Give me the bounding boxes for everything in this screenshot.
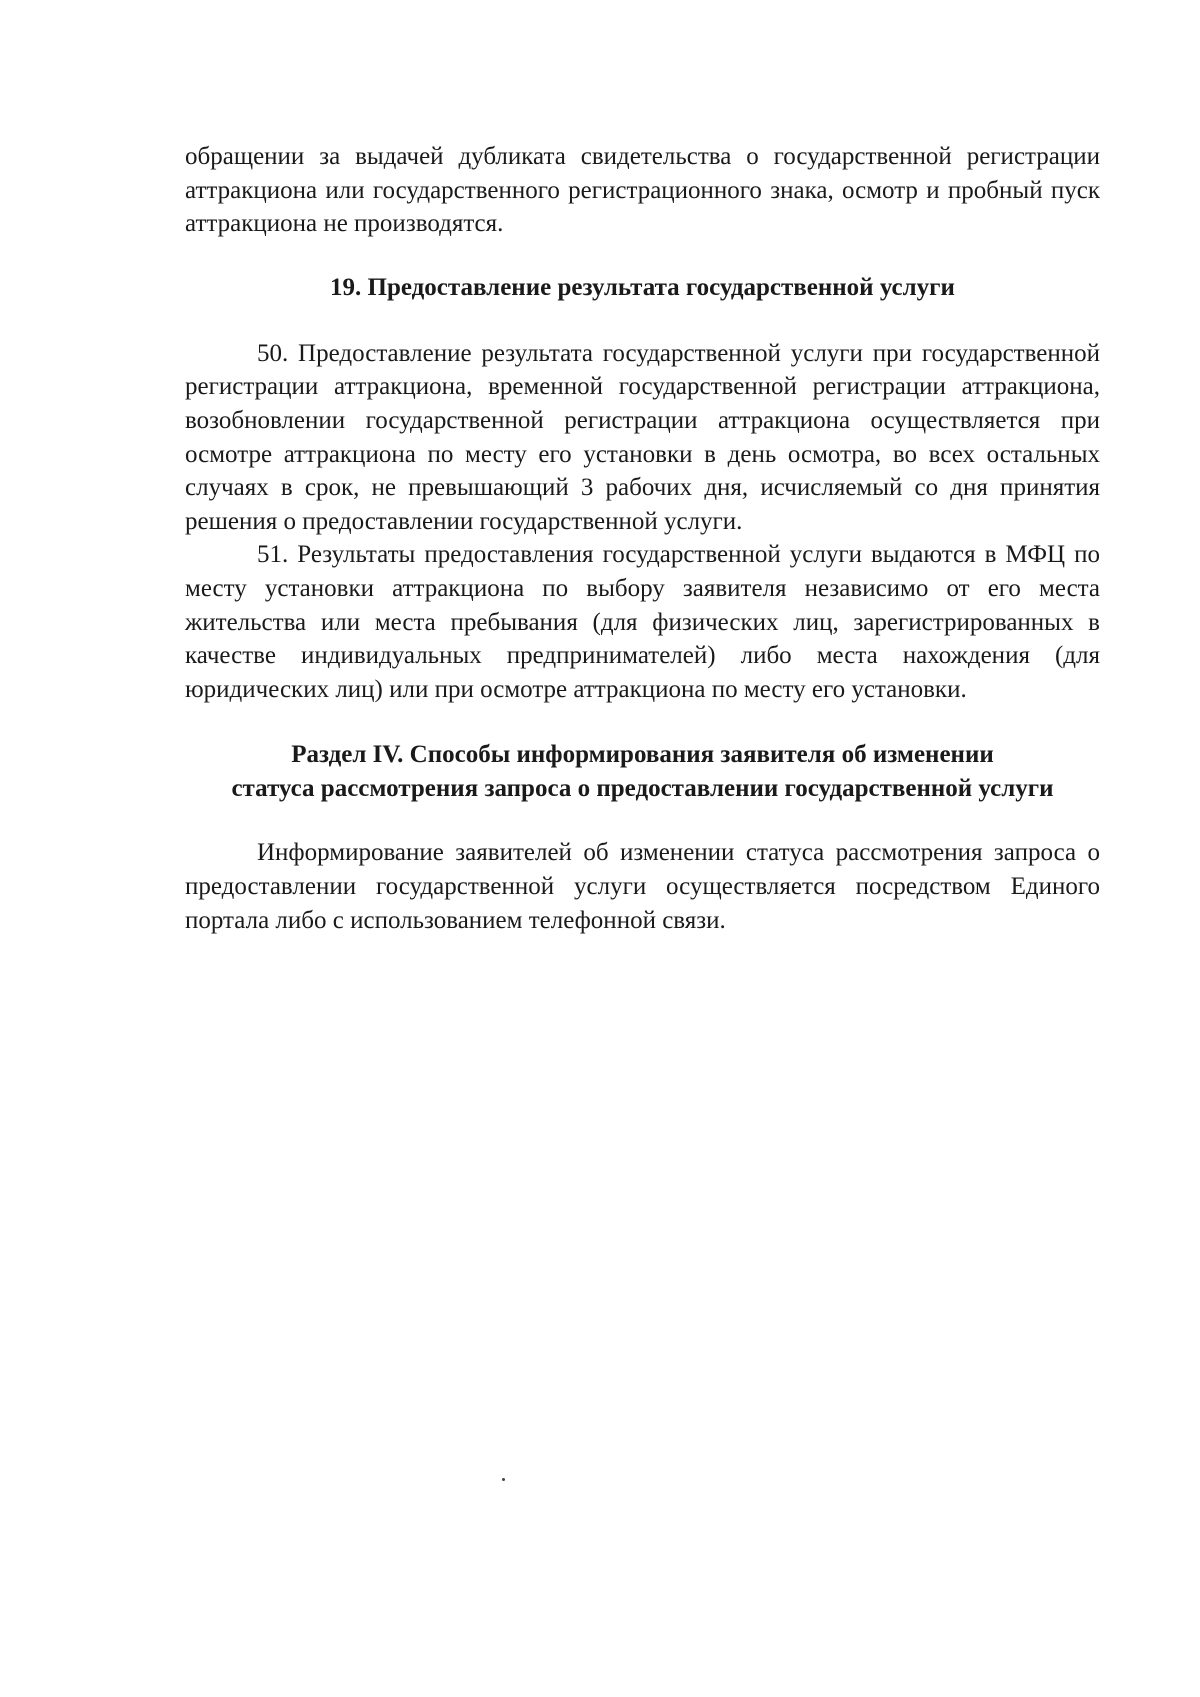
section-19-heading: 19. Предоставление результата государственной услуги (330, 273, 955, 301)
intro-paragraph: обращении за выдачей дубликата свидетельства о государственной регистрации аттракциона или государственного регистрационного знака, осмотр и пробный пуск аттракциона не производятся. (185, 143, 1100, 238)
section-iv-heading-line2: статуса рассмотрения запроса о предоставлении государственной услуги (231, 775, 1054, 803)
item-50-paragraph: 50. Предоставление результата государственной услуги при государственной регистрации аттракциона, временной государственной регистрации аттракциона, возобновлении государственной регистрации аттракциона осуществляется при осмотре аттракциона по месту его установки в день осмотра, во всех остальных случаях в срок, не превышающий 3 рабочих дня, исчисляемый со дня принятия решения о предоставлении государственной услуги. (185, 339, 1100, 535)
document-body (185, 140, 1100, 937)
section-iv-heading-line1: Раздел IV. Способы информирования заявителя об изменении (291, 741, 994, 769)
section-iv-heading (185, 738, 1100, 806)
item-51-paragraph: 51. Результаты предоставления государственной услуги выдаются в МФЦ по месту установки аттракциона по выбору заявителя независимо от его места жительства или места пребывания (для физических лиц, зарегистрированных в качестве индивидуальных предпринимателей) либо места нахождения (для юридических лиц) или при осмотре аттракциона по месту его установки. (185, 541, 1100, 703)
scan-speck (502, 1478, 505, 1481)
section-iv-paragraph: Информирование заявителей об изменении статуса рассмотрения запроса о предоставлении государственной услуги осуществляется посредством Единого портала либо с использованием телефонной связи. (185, 839, 1100, 934)
